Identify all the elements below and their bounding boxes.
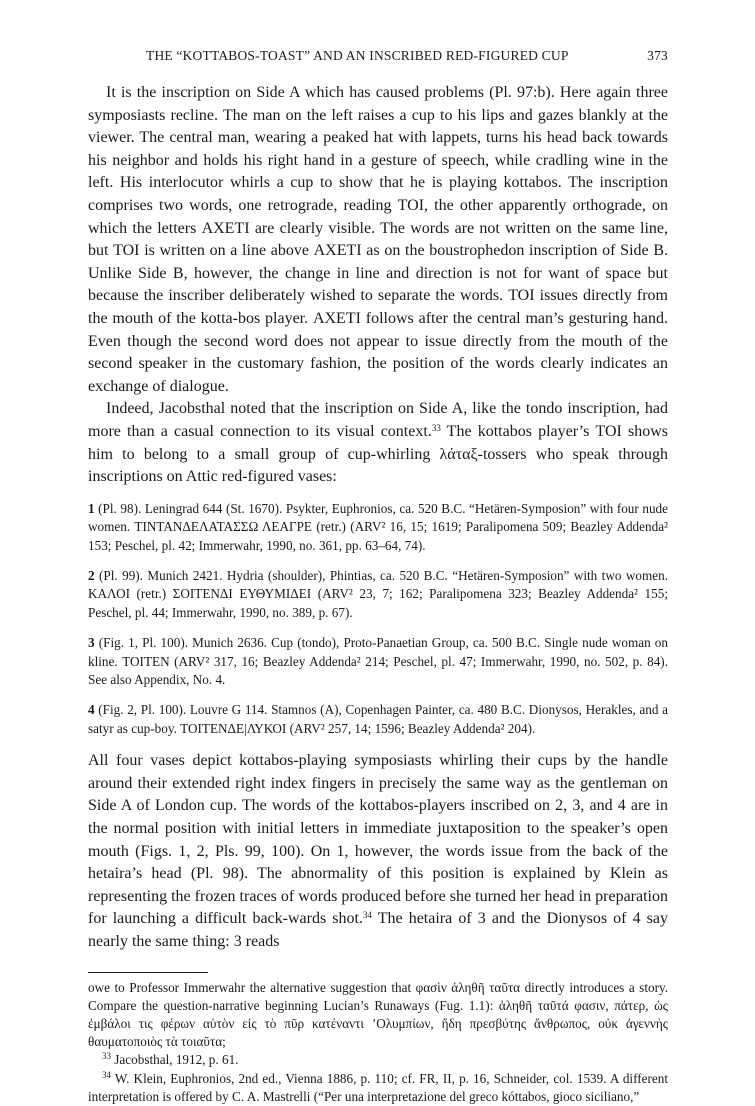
catalog-number: 2	[88, 567, 95, 583]
discussion-text-a: All four vases depict kottabos-playing symposiasts whirling their cups by the handle around their extended right index fingers in precisely the same way as the gentleman on Side A of London cup. The words of the kottabos-players inscribed on 2, 3, and 4 are in the normal position with initial letters in immediate juxtaposition to the speaker’s open mouth (Figs. 1, 2, Pls. 99, 100). On 1, however, the words issue from the back of the hetaira’s head (Pl. 98). The abnormality of this position is explained by Klein as representing the frozen traces of words produced before she turned her head in preparation for launching a difficult back-wards shot.	[88, 752, 668, 928]
paragraph-jacobsthal-text-a: Indeed, Jacobsthal noted that the inscription on Side A, like the tondo inscription, had more than a casual connection to its visual context.	[88, 400, 668, 440]
catalog-entry-4	[88, 701, 668, 738]
catalog-text: (Pl. 99). Munich 2421. Hydria (shoulder), Phintias, ca. 520 B.C. “Hetären-Symposion” with two women. ΚΑΛΟΙ (retr.) ΣΟΙΤΕΝΔΙ ΕΥΘΥΜΙΔΕΙ (ARV² 23, 7; 162; Paralipomena 323; Beazley Addenda² 155; Peschel, pl. 44; Immerwahr, 1990, no. 389, p. 67).	[88, 567, 668, 620]
footnote-rule	[88, 972, 208, 973]
discussion	[88, 750, 668, 953]
paragraph-jacobsthal	[88, 398, 668, 488]
main-text	[88, 82, 668, 489]
footnote-continued: owe to Professor Immerwahr the alternative suggestion that φασὶν ἀληθῆ ταῦτα directly introduces a story. Compare the question-narrative beginning Lucian’s Runaways (Fug. 1.1): ἀληθῆ ταῦτά φασιν, πάτερ, ὡς ἐμβάλοι τις φέρων αὑτὸν εἰς τὸ πῦρ κατέναντι ’Ολυμπίων, ἤδη πρεσβύτης ἄνθρωπος, οὐκ ἀγεννὴς θαυματοποιὸς τὰ τοιαῦτα;	[88, 979, 668, 1050]
catalog-entry-2	[88, 567, 668, 622]
discussion-text-b: The hetaira of 3 and the Dionysos of 4 say nearly the same thing: 3 reads	[88, 910, 669, 950]
footnote-text: Jacobsthal, 1912, p. 61.	[111, 1052, 239, 1068]
footnote-number: 33	[102, 1051, 111, 1062]
vase-catalog	[88, 500, 668, 738]
catalog-number: 1	[88, 500, 95, 516]
footnote-ref-34[interactable]: 34	[362, 910, 372, 921]
page	[88, 48, 668, 1106]
footnotes	[88, 979, 668, 1106]
paragraph-kottabos-players	[88, 750, 668, 953]
catalog-text: (Fig. 2, Pl. 100). Louvre G 114. Stamnos (A), Copenhagen Painter, ca. 480 B.C. Dionysos, Herakles, and a satyr as cup-boy. ΤΟΙΤΕΝΔΕ|ΛΥΚΟΙ (ARV² 257, 14; 1596; Beazley Addenda² 204).	[88, 702, 668, 736]
footnote-ref-33[interactable]: 33	[431, 422, 441, 433]
page-number: 373	[647, 48, 668, 63]
footnote-text: W. Klein, Euphronios, 2nd ed., Vienna 1886, p. 110; cf. FR, II, p. 16, Schneider, col. 1539. A different interpretation is offered by C. A. Mastrelli (“Per una interpretazione del greco kóttabos, gioco siciliano,”	[88, 1070, 668, 1104]
running-title: THE “KOTTABOS-TOAST” AND AN INSCRIBED RED-FIGURED CUP	[146, 48, 569, 63]
paragraph-side-a: It is the inscription on Side A which has caused problems (Pl. 97:b). Here again three symposiasts recline. The man on the left raises a cup to his lips and gazes blankly at the viewer. The central man, wearing a peaked hat with lappets, turns his head back towards his neighbor and holds his right hand in a gesture of speech, while cradling wine in the left. His interlocutor whirls a cup to show that he is playing kottabos. The inscription comprises two words, one retrograde, reading ΤΟΙ, the other apparently orthograde, on which the letters ΑΧΕΤΙ are clearly visible. The words are not written on the same line, but ΤΟΙ is written on a line above ΑΧΕΤΙ as on the boustrophedon inscription of Side B. Unlike Side B, however, the change in line and direction is not for want of space but because the inscriber deliberately wished to separate the words. ΤΟΙ issues directly from the mouth of the kotta-bos player. ΑΧΕΤΙ follows after the central man’s gesturing hand. Even though the second word does not appear to issue directly from the mouth of the second speaker in the customary fashion, the position of the words clearly indicates an exchange of dialogue.	[88, 84, 668, 395]
paragraph-jacobsthal-text-b: The kottabos player’s ΤΟΙ shows him to belong to a small group of cup-whirling λάταξ-tossers who speak through inscriptions on Attic red-figured vases:	[88, 422, 669, 486]
catalog-entry-3	[88, 634, 668, 689]
catalog-number: 3	[88, 635, 95, 651]
catalog-text: (Fig. 1, Pl. 100). Munich 2636. Cup (tondo), Proto-Panaetian Group, ca. 500 B.C. Single nude woman on kline. ΤΟΙΤΕΝ (ARV² 317, 16; Beazley Addenda² 214; Peschel, pl. 47; Immerwahr, 1990, no. 502, p. 84). See also Appendix, No. 4.	[88, 635, 668, 687]
footnote-33	[88, 1051, 668, 1069]
footnote-number: 34	[102, 1069, 111, 1080]
running-header	[88, 48, 668, 64]
catalog-number: 4	[88, 702, 95, 718]
catalog-text: (Pl. 98). Leningrad 644 (St. 1670). Psykter, Euphronios, ca. 520 B.C. “Hetären-Symposion” with four nude women. ΤΙΝΤΑΝΔΕΛΑΤΑΣΣΩ ΛΕΑΓΡΕ (retr.) (ARV² 16, 15; 1619; Paralipomena 509; Beazley Addenda² 153; Peschel, pl. 42; Immerwahr, 1990, no. 361, pp. 63–64, 74).	[88, 500, 668, 553]
footnote-34	[88, 1070, 668, 1106]
catalog-entry-1	[88, 500, 668, 555]
